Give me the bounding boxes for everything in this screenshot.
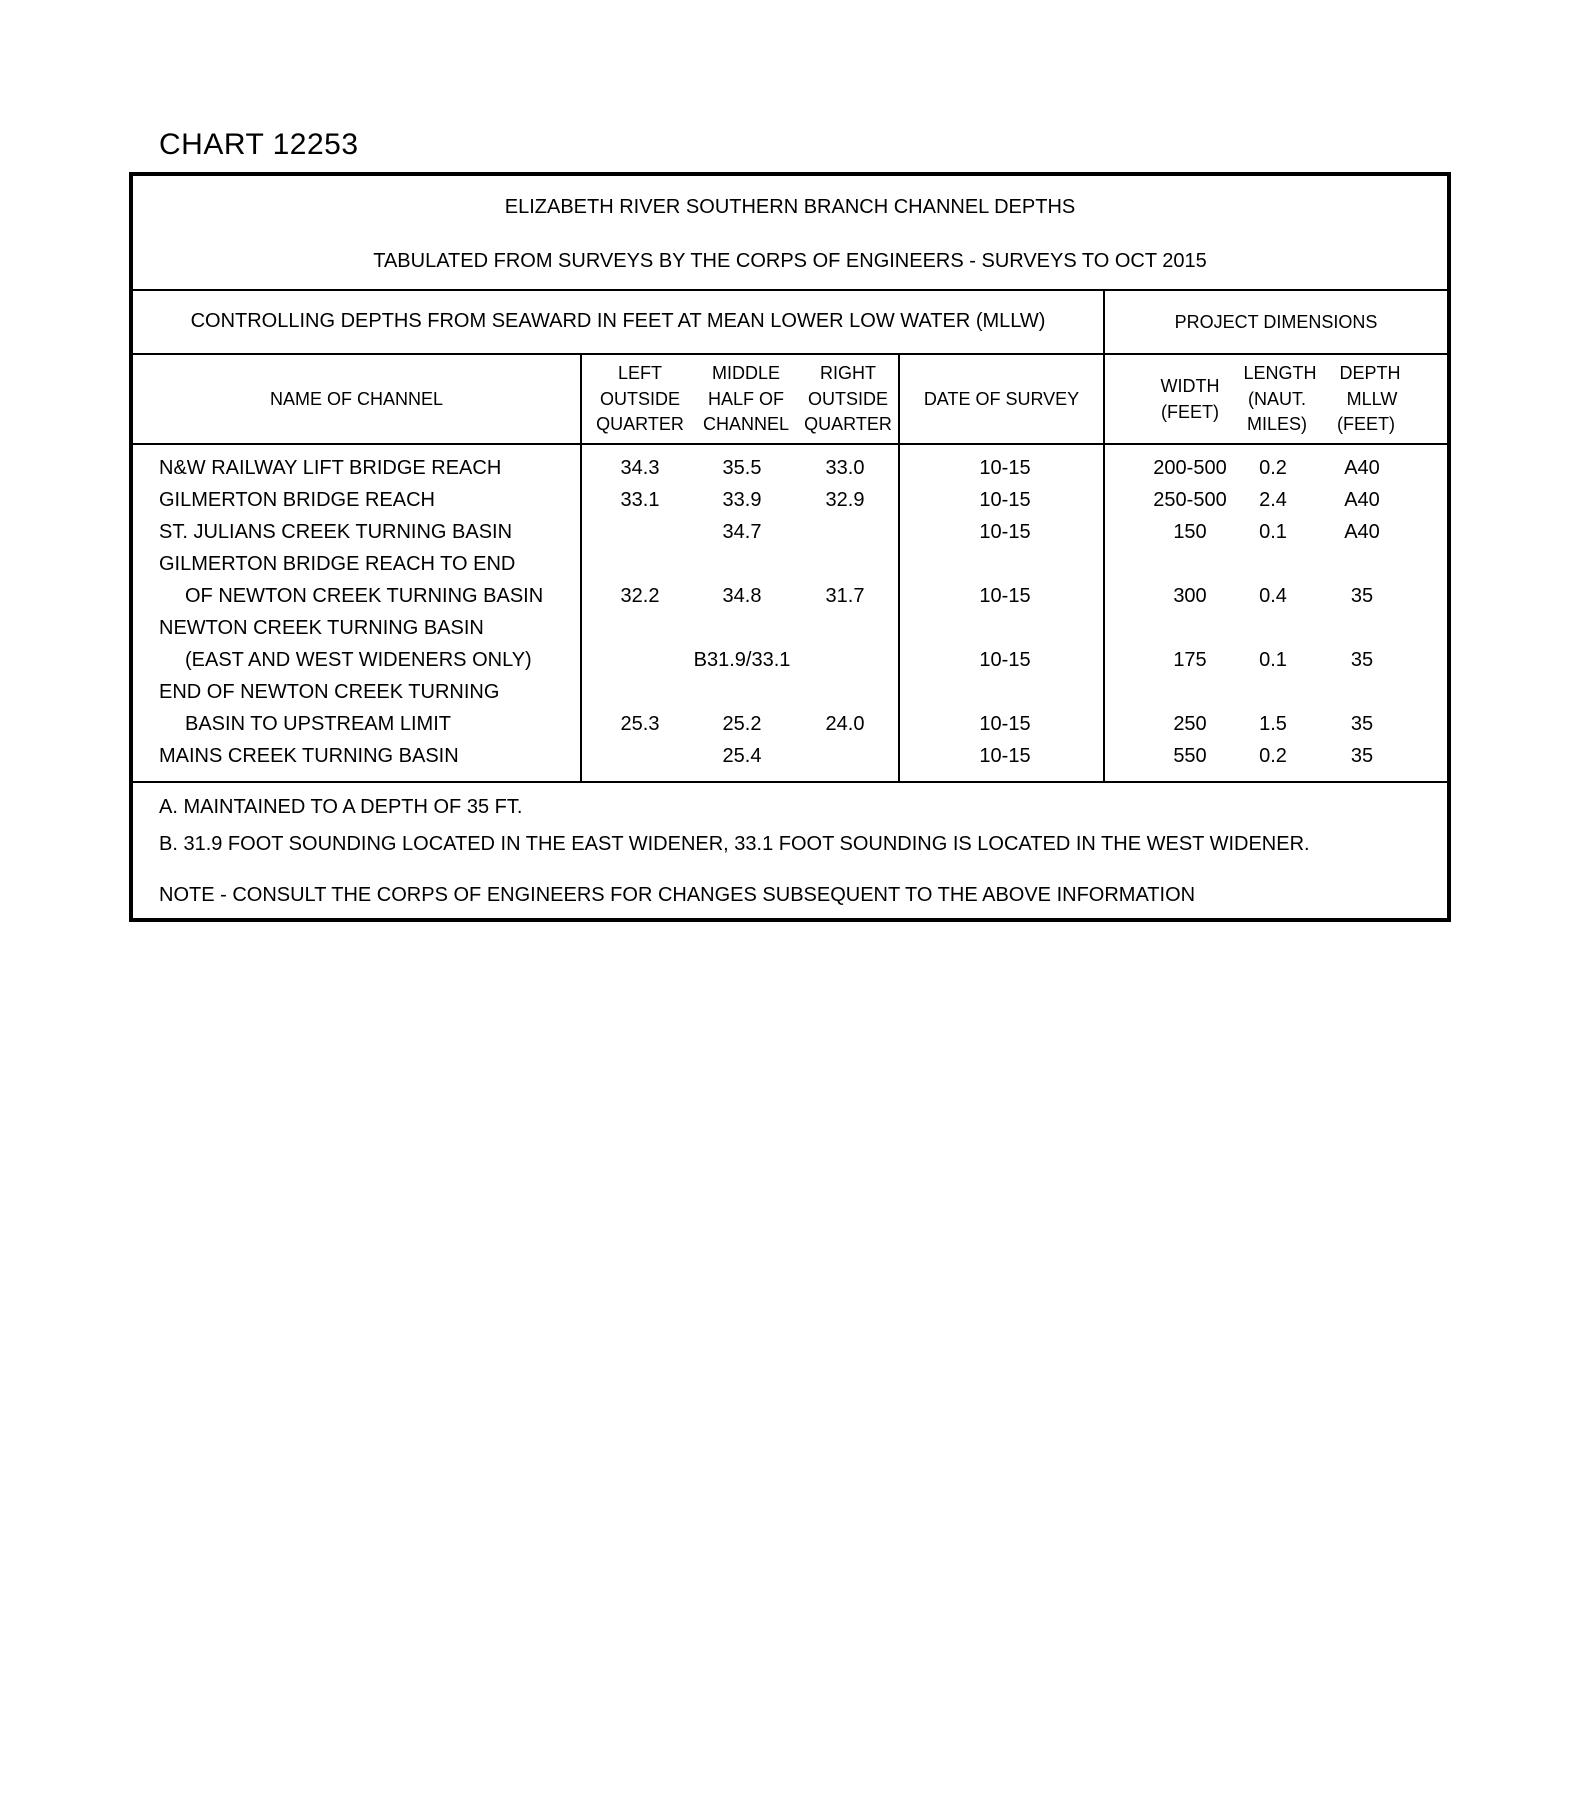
controlling-depths-header: CONTROLLING DEPTHS FROM SEAWARD IN FEET AT MEAN LOWER LOW WATER (MLLW) — [190, 310, 1046, 332]
col-header-right-line: QUARTER — [804, 414, 892, 434]
channel-name: GILMERTON BRIDGE REACH TO END — [159, 553, 516, 575]
cell-depth: A40 — [1344, 521, 1380, 543]
cell-right: 33.0 — [825, 457, 865, 479]
cell-date: 10-15 — [979, 649, 1031, 671]
cell-width: 550 — [1173, 745, 1207, 767]
cell-depth: 35 — [1350, 585, 1374, 607]
chart-title: CHART 12253 — [159, 128, 359, 161]
cell-middle: 33.9 — [722, 489, 762, 511]
note-a: A. MAINTAINED TO A DEPTH OF 35 FT. — [159, 796, 523, 818]
cell-length: 0.2 — [1259, 745, 1287, 767]
cell-right: 32.9 — [825, 489, 865, 511]
cell-left: 34.3 — [620, 457, 660, 479]
cell-left: 33.1 — [620, 489, 660, 511]
project-dimensions-header: PROJECT DIMENSIONS — [1174, 312, 1378, 332]
channel-name: NEWTON CREEK TURNING BASIN — [159, 617, 484, 639]
cell-middle: 35.5 — [722, 457, 762, 479]
cell-width: 250 — [1173, 713, 1207, 735]
col-header-name: NAME OF CHANNEL — [269, 389, 444, 409]
cell-left: 25.3 — [620, 713, 660, 735]
divider-controlling — [133, 353, 1447, 355]
channel-name: END OF NEWTON CREEK TURNING — [159, 681, 500, 703]
divider-date-col — [898, 355, 900, 781]
cell-right: 31.7 — [825, 585, 865, 607]
cell-depth: 35 — [1350, 713, 1374, 735]
cell-depth: 35 — [1350, 745, 1374, 767]
channel-name: ST. JULIANS CREEK TURNING BASIN — [159, 521, 513, 543]
col-header-width-line: WIDTH — [1160, 376, 1220, 396]
divider-column-headers — [133, 443, 1447, 445]
col-header-left-line: LEFT — [617, 363, 662, 383]
cell-date: 10-15 — [979, 713, 1031, 735]
cell-length: 0.2 — [1259, 457, 1287, 479]
cell-date: 10-15 — [979, 489, 1031, 511]
channel-name: BASIN TO UPSTREAM LIMIT — [185, 713, 451, 735]
divider-name-col — [580, 355, 582, 781]
cell-date: 10-15 — [979, 457, 1031, 479]
col-header-length-line: (NAUT. — [1248, 389, 1306, 409]
col-header-middle-line: MIDDLE — [711, 363, 780, 383]
cell-left: 32.2 — [620, 585, 660, 607]
col-header-left-line: QUARTER — [596, 414, 684, 434]
cell-depth: 35 — [1350, 649, 1374, 671]
cell-middle: 25.2 — [722, 713, 762, 735]
cell-width: 300 — [1173, 585, 1207, 607]
channel-name: MAINS CREEK TURNING BASIN — [159, 745, 459, 767]
col-header-right-line: RIGHT — [820, 363, 876, 383]
cell-right: 24.0 — [825, 713, 865, 735]
cell-middle: 34.7 — [722, 521, 762, 543]
channel-name: N&W RAILWAY LIFT BRIDGE REACH — [159, 457, 502, 479]
col-header-left-line: OUTSIDE — [599, 389, 680, 409]
cell-width: 175 — [1173, 649, 1207, 671]
cell-width: 150 — [1173, 521, 1207, 543]
divider-notes — [133, 781, 1447, 783]
note-b: B. 31.9 FOOT SOUNDING LOCATED IN THE EAST WIDENER, 33.1 FOOT SOUNDING IS LOCATED IN THE WEST WIDENER. — [159, 833, 1310, 855]
cell-length: 2.4 — [1259, 489, 1287, 511]
table-title: ELIZABETH RIVER SOUTHERN BRANCH CHANNEL DEPTHS — [504, 196, 1076, 218]
col-header-length-line: MILES) — [1246, 414, 1307, 434]
cell-width: 200-500 — [1153, 457, 1227, 479]
cell-date: 10-15 — [979, 585, 1031, 607]
col-header-depth-line: DEPTH — [1339, 363, 1401, 383]
cell-length: 0.4 — [1259, 585, 1287, 607]
note-general: NOTE - CONSULT THE CORPS OF ENGINEERS FOR CHANGES SUBSEQUENT TO THE ABOVE INFORMATION — [159, 884, 1196, 906]
cell-depth: A40 — [1344, 489, 1380, 511]
cell-width: 250-500 — [1153, 489, 1227, 511]
channel-name: OF NEWTON CREEK TURNING BASIN — [185, 585, 544, 607]
cell-length: 0.1 — [1259, 521, 1287, 543]
channel-name: GILMERTON BRIDGE REACH — [159, 489, 435, 511]
cell-depth: A40 — [1344, 457, 1380, 479]
cell-middle: 25.4 — [722, 745, 762, 767]
table-subtitle: TABULATED FROM SURVEYS BY THE CORPS OF ENGINEERS - SURVEYS TO OCT 2015 — [373, 250, 1207, 272]
divider-title — [133, 289, 1447, 291]
col-header-date: DATE OF SURVEY — [923, 389, 1080, 409]
col-header-depth-line: (FEET) — [1337, 414, 1395, 434]
cell-length: 0.1 — [1259, 649, 1287, 671]
cell-length: 1.5 — [1259, 713, 1287, 735]
channel-name: (EAST AND WEST WIDENERS ONLY) — [185, 649, 532, 671]
cell-date: 10-15 — [979, 521, 1031, 543]
col-header-middle-line: HALF OF — [707, 389, 784, 409]
col-header-middle-line: CHANNEL — [702, 414, 790, 434]
divider-project — [1103, 291, 1105, 781]
col-header-depth-line: MLLW — [1346, 389, 1398, 409]
col-header-length-line: LENGTH — [1243, 363, 1317, 383]
col-header-width-line: (FEET) — [1161, 402, 1219, 422]
cell-middle: 34.8 — [722, 585, 762, 607]
col-header-right-line: OUTSIDE — [807, 389, 888, 409]
cell-middle: B31.9/33.1 — [693, 649, 791, 671]
cell-date: 10-15 — [979, 745, 1031, 767]
